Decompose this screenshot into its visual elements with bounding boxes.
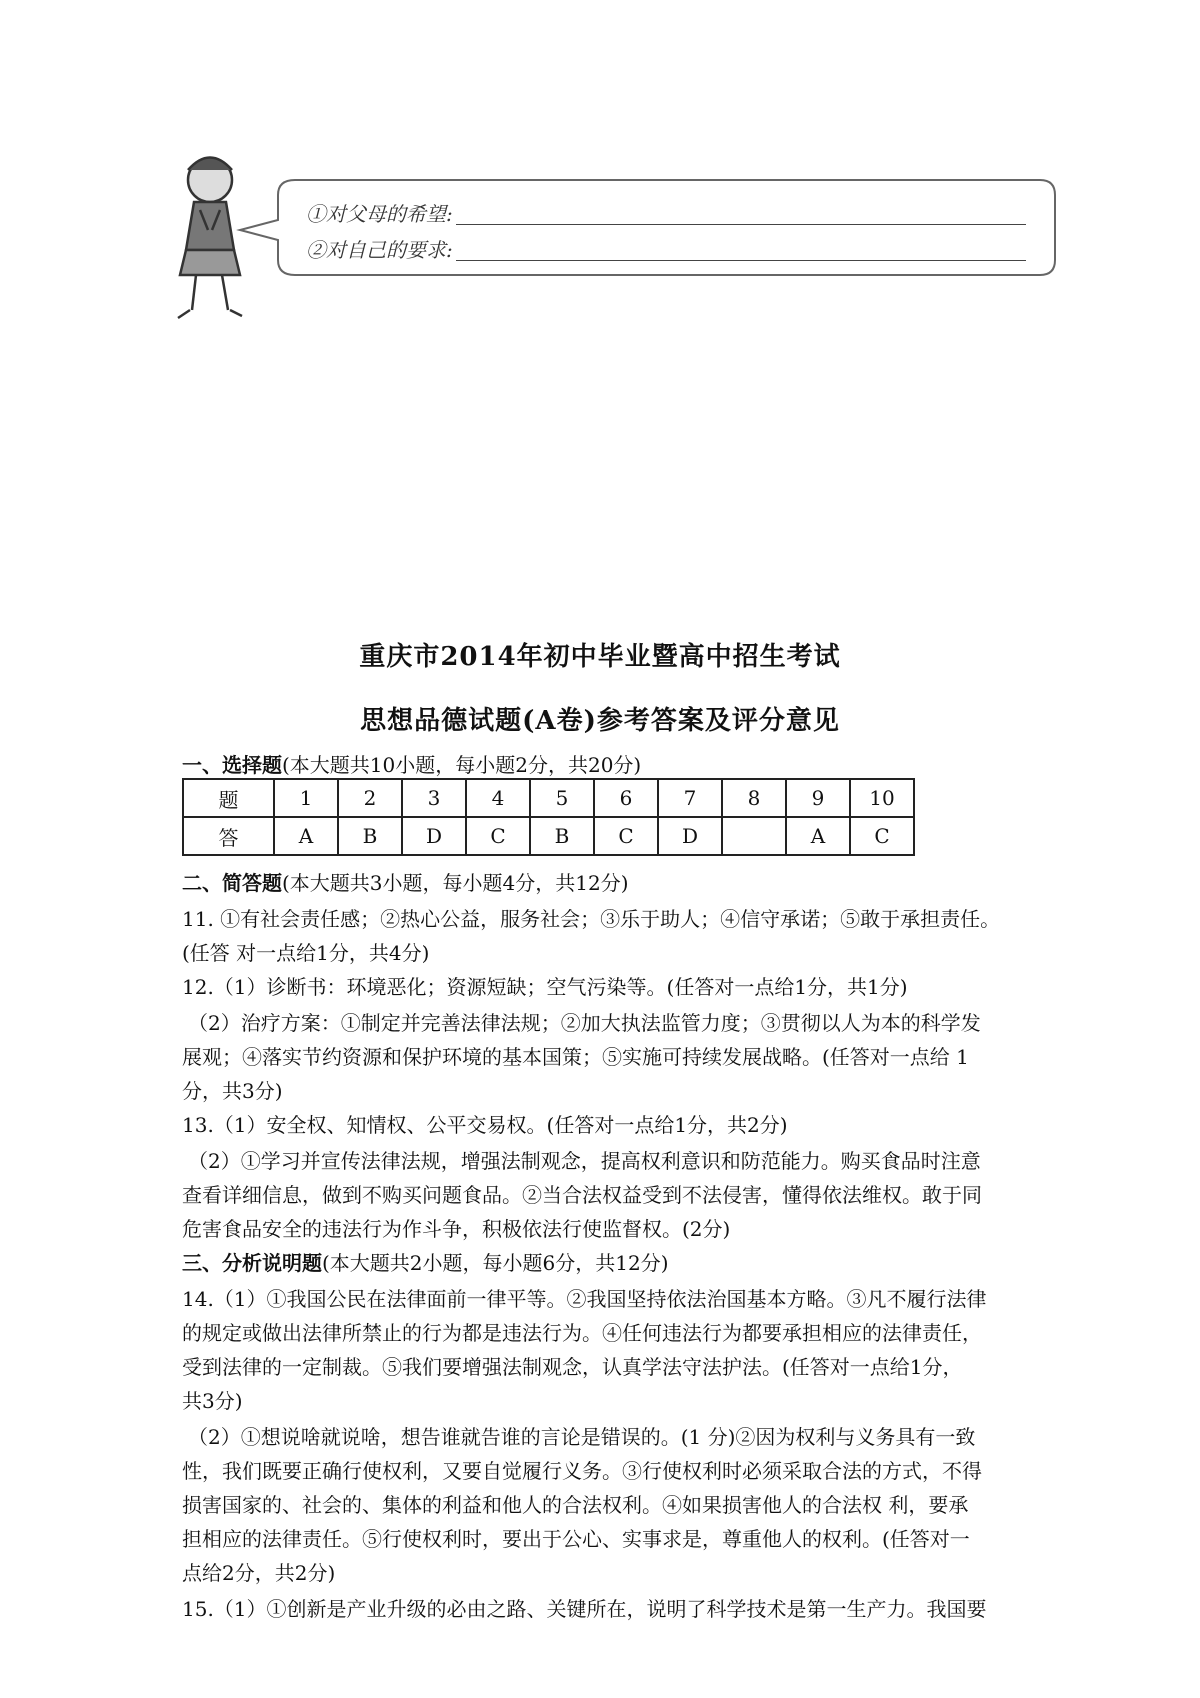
section2-heading: 二、简答题 [182,871,282,895]
answer-line: （2）①学习并宣传法律法规，增强法制观念，提高权利意识和防范能力。购买食品时注意 [188,1149,981,1173]
answer-cell: B [338,817,402,855]
answer-line: （2）①想说啥就说啥，想告谁就告谁的言论是错误的。(1 分)②因为权利与义务具有一致 [188,1425,976,1449]
answer-cell: D [658,817,722,855]
answer-cell: A [274,817,338,855]
section1-heading: 一、选择题 [182,753,282,777]
answer-cell: C [466,817,530,855]
section1-heading-line [182,750,641,780]
question-number: 4 [466,779,530,817]
answer-line: 11. ①有社会责任感；②热心公益，服务社会；③乐于助人；④信守承诺；⑤敢于承担责任。 [182,907,1001,931]
answer-line: 分，共3分) [182,1079,283,1103]
answer-line: 受到法律的一定制裁。⑤我们要增强法制观念，认真学法守法护法。(任答对一点给1分， [182,1355,963,1379]
illustration [160,140,1060,330]
question-number: 1 [274,779,338,817]
question-number: 9 [786,779,850,817]
row-header-answer: 答 [183,817,274,855]
answer-line: 担相应的法律责任。⑤行使权利时，要出于公心、实事求是，尊重他人的权利。(任答对一 [182,1527,970,1551]
girl-illustration-icon [160,140,1060,330]
self-requirement-label: ②对自己的要求: [306,238,453,262]
section1-note: (本大题共10小题，每小题2分，共20分) [282,753,642,777]
question-number: 5 [530,779,594,817]
answer-line: 13.（1）安全权、知情权、公平交易权。(任答对一点给1分，共2分) [182,1113,788,1137]
answer-cell: A [786,817,850,855]
section2-note: (本大题共3小题，每小题4分，共12分) [282,871,629,895]
question-number: 10 [850,779,914,817]
answer-line: 性，我们既要正确行使权利，又要自觉履行义务。③行使权利时必须采取合法的方式，不得 [182,1459,982,1483]
answer-cell: C [850,817,914,855]
section3-heading: 三、分析说明题 [182,1251,322,1275]
answer-line: （2）治疗方案：①制定并完善法律法规；②加大执法监管力度；③贯彻以人为本的科学发 [188,1011,981,1035]
page-title: 重庆市2014年初中毕业暨高中招生考试 [359,642,841,672]
answer-cell: C [594,817,658,855]
answer-line: 共3分) [182,1389,243,1413]
question-number: 6 [594,779,658,817]
answer-line: 查看详细信息，做到不购买问题食品。②当合法权益受到不法侵害，懂得依法维权。敢于同 [182,1183,982,1207]
table-row-answers [183,817,914,855]
row-header-question: 题 [183,779,274,817]
answer-line: 损害国家的、社会的、集体的利益和他人的合法权利。④如果损害他人的合法权 利，要承 [182,1493,969,1517]
section2-heading-line [182,868,629,898]
answer-line: 12.（1）诊断书：环境恶化；资源短缺；空气污染等。(任答对一点给1分，共1分) [182,975,908,999]
answer-table [182,778,915,856]
question-number: 7 [658,779,722,817]
wish-for-parents-label: ①对父母的希望: [306,202,453,226]
answer-line: 的规定或做出法律所禁止的行为都是违法行为。④任何违法行为都要承担相应的法律责任， [182,1321,982,1345]
answer-line: 危害食品安全的违法行为作斗争，积极依法行使监督权。(2分) [182,1217,731,1241]
question-number: 8 [722,779,786,817]
answer-line: 点给2分，共2分) [182,1561,336,1585]
self-requirement-blank [456,260,1026,261]
answer-line: (任答 对一点给1分，共4分) [182,941,430,965]
wish-for-parents-blank [456,224,1026,225]
answer-cell [722,817,786,855]
section3-note: (本大题共2小题，每小题6分，共12分) [322,1251,669,1275]
answer-line: 展观；④落实节约资源和保护环境的基本国策；⑤实施可持续发展战略。(任答对一点给 1 [182,1045,969,1069]
answer-cell: B [530,817,594,855]
answer-cell: D [402,817,466,855]
answer-line: 15.（1）①创新是产业升级的必由之路、关键所在，说明了科学技术是第一生产力。我国要 [182,1597,987,1621]
answer-line: 14.（1）①我国公民在法律面前一律平等。②我国坚持依法治国基本方略。③凡不履行法律 [182,1287,987,1311]
table-row-questions [183,779,914,817]
question-number: 3 [402,779,466,817]
page-subtitle: 思想品德试题(A卷)参考答案及评分意见 [360,706,840,736]
question-number: 2 [338,779,402,817]
section3-heading-line [182,1248,669,1278]
